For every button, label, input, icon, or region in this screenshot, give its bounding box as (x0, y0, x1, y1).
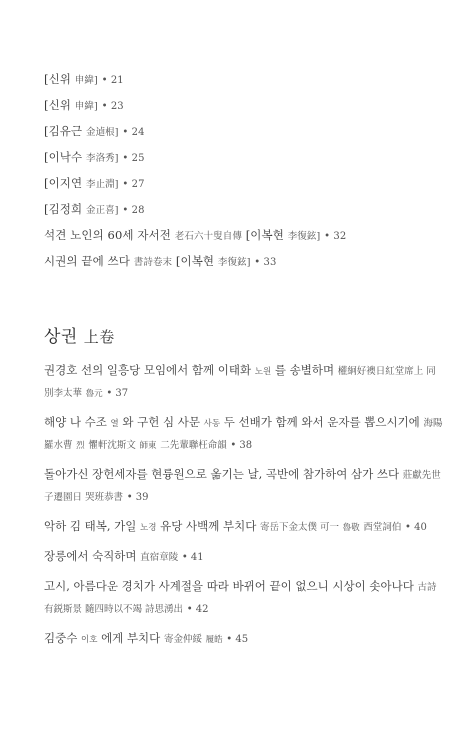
page-number: • 25 (122, 153, 145, 164)
preface-title: 석견 노인의 60세 자서전 (44, 228, 171, 242)
preface-title: 시권의 끝에 쓰다 (44, 254, 130, 268)
page-number: • 45 (226, 634, 249, 645)
page-number: • 33 (254, 257, 277, 268)
poem-title: 장릉에서 숙직하며 (44, 549, 137, 563)
section-title (44, 322, 115, 347)
page-number: • 23 (101, 101, 124, 112)
author-name: [신위 (44, 98, 72, 112)
poem-title-cont: 유당 사백께 부치다 (160, 519, 257, 533)
author-name: [이지연 (44, 176, 83, 190)
preface-author: [이복현 (245, 228, 284, 242)
poem-title: 김중수 (44, 631, 78, 645)
poem-entry (44, 464, 444, 508)
page-number: • 38 (230, 440, 253, 451)
poem-note: 노원 (254, 367, 272, 377)
page-number: • 42 (186, 604, 209, 615)
poem-hanja: 酉堂詞伯 (363, 522, 402, 533)
poem-note-hanja: 魯敬 (342, 523, 360, 533)
poem-title: 악하 김 태복, 가일 (44, 519, 137, 533)
poem-entry (44, 360, 444, 404)
toc-line (44, 200, 450, 226)
section-title-hanja: 上卷 (83, 328, 115, 346)
page-number: • 27 (122, 179, 145, 190)
poem-entry (44, 546, 444, 568)
poem-note: 노경 (140, 523, 157, 533)
poem-note: 이호 (80, 635, 98, 645)
poem-entry (44, 516, 444, 538)
toc-line (44, 174, 450, 200)
poem-hanja: 古詩 有鋭斯景 隨四時以不竭 詩思湧出 (44, 582, 437, 615)
poem-title: 해양 나 수조 (44, 415, 107, 429)
poem-entry (44, 412, 444, 456)
poem-title-cont: 두 선배가 함께 와서 운자를 뽑으시기에 (223, 415, 420, 429)
poem-note-hanja: 師東 (139, 441, 157, 451)
poem-hanja: 懼軒沈斯文 (88, 440, 136, 451)
page-number: • 21 (101, 75, 124, 86)
poem-title: 고시, 아름다운 경치가 사계절을 따라 바뀌어 끝이 없으니 시상이 솟아나다 (44, 579, 414, 593)
section-title-korean: 상권 (44, 327, 78, 347)
author-name: [이낙수 (44, 150, 83, 164)
page-number: • 40 (405, 522, 427, 533)
preface-author-hanja: 李復鉉] (217, 257, 251, 268)
page-number: • 28 (122, 205, 145, 216)
toc-line (44, 148, 450, 174)
author-name: [김유근 (44, 124, 83, 138)
poem-hanja: 莊獻先世子遷園日 哭班恭書 (44, 470, 441, 503)
toc-line (44, 70, 450, 96)
poem-note-hanja: 烈 (76, 441, 85, 451)
author-hanja: 李止淵] (85, 179, 119, 190)
poem-note: 열 (110, 419, 119, 429)
page-number: • 39 (126, 492, 149, 503)
preface-author: [이복현 (175, 254, 215, 268)
poem-hanja: 權絅好襖日紅堂席上 同別李太華 (44, 366, 436, 399)
toc-line-preface (44, 226, 450, 252)
poem-note-hanja: 魯元 (85, 389, 103, 399)
poem-title-cont: 에게 부치다 (101, 631, 161, 645)
poem-hanja: 直宿章陵 (140, 552, 179, 563)
page-number: • 37 (106, 388, 129, 399)
poem-note: 사동 (203, 419, 221, 429)
author-hanja: 申緯] (74, 75, 98, 86)
page-number: • 32 (324, 231, 347, 242)
author-hanja: 金逌根] (85, 127, 119, 138)
author-name: [신위 (44, 72, 72, 86)
page-number: • 24 (122, 127, 145, 138)
poem-list (44, 360, 444, 658)
poem-hanja: 寄金仲綏 (163, 634, 202, 645)
toc-line-preface (44, 252, 450, 278)
poem-note-hanja: 履皓 (205, 635, 223, 645)
author-hanja: 李洛秀] (85, 153, 119, 164)
author-hanja: 申緯] (74, 101, 98, 112)
poem-hanja: 二先輩聯枉命韻 (160, 440, 227, 451)
poem-title-cont: 를 송별하며 (274, 363, 335, 377)
author-name: [김정희 (44, 202, 83, 216)
preface-author-hanja: 李復鉉] (287, 231, 321, 242)
preface-hanja: 老石六十叟自傳 (174, 231, 242, 242)
poem-hanja: 海陽羅水曹 (44, 418, 443, 451)
poem-title: 권경호 선의 일흥당 모임에서 함께 이태화 (44, 363, 252, 377)
poem-title-cont: 와 구헌 심 사문 (122, 415, 201, 429)
toc-line (44, 122, 450, 148)
author-hanja: 金正喜] (85, 205, 119, 216)
poem-title: 돌아가신 장헌세자를 현륭원으로 옮기는 날, 곡반에 참가하여 삼가 쓰다 (44, 467, 400, 481)
toc-line (44, 96, 450, 122)
poem-entry (44, 576, 444, 620)
poem-entry (44, 628, 444, 650)
page-number: • 41 (181, 552, 204, 563)
toc-top-list (44, 70, 450, 278)
preface-hanja: 書詩卷末 (133, 257, 173, 268)
poem-hanja: 寄岳下金太僕 可一 (259, 522, 340, 533)
